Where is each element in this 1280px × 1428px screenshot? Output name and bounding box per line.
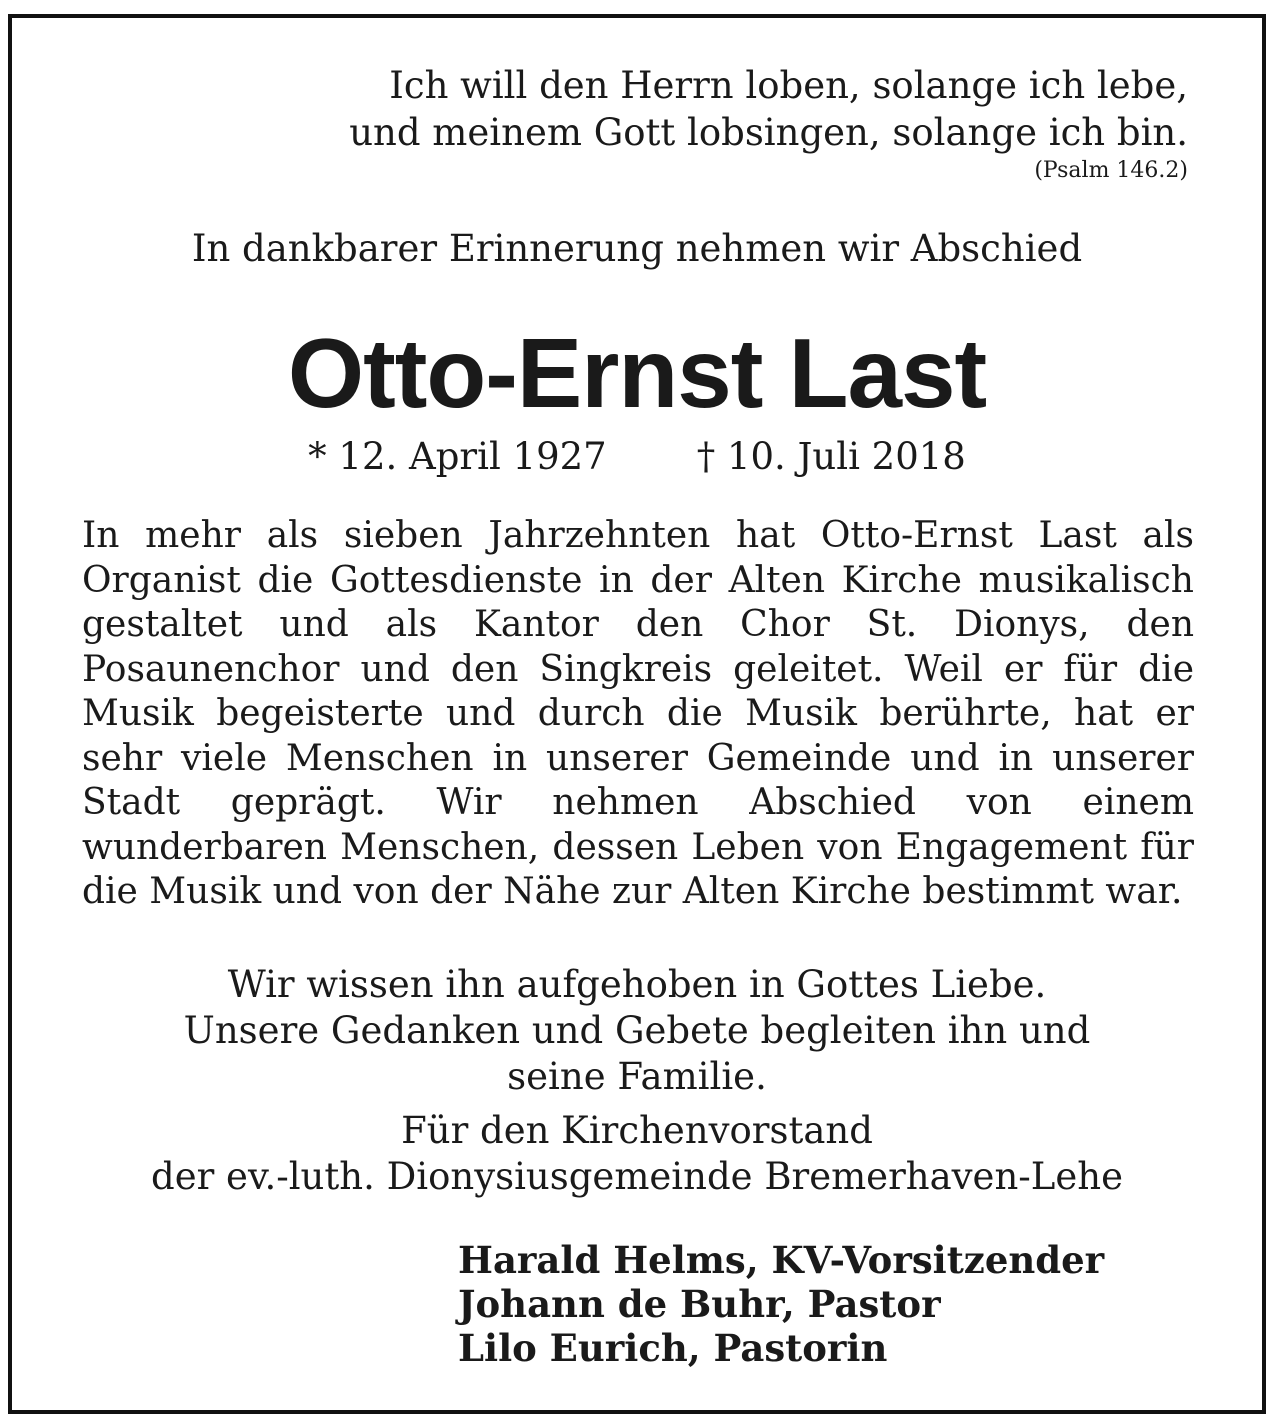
deceased-name: Otto-Ernst Last bbox=[287, 318, 987, 428]
birth-date: * 12. April 1927 bbox=[308, 435, 607, 478]
verse-line: Ich will den Herrn loben, solange ich lebe, bbox=[389, 64, 1188, 107]
faith-line: seine Familie. bbox=[507, 1055, 767, 1098]
signatories bbox=[458, 1238, 1104, 1370]
verse-reference: (Psalm 146.2) bbox=[1034, 158, 1188, 183]
verse-line: und meinem Gott lobsingen, solange ich bin. bbox=[349, 111, 1188, 154]
life-dates bbox=[12, 432, 1262, 482]
faith-line: Unsere Gedanken und Gebete begleiten ihn und bbox=[183, 1009, 1091, 1052]
signer-name: Harald Helms, KV-Vorsitzender bbox=[458, 1238, 1105, 1282]
church-board bbox=[52, 1108, 1222, 1200]
board-line: der ev.-luth. Dionysiusgemeinde Bremerhaven-Lehe bbox=[151, 1155, 1123, 1198]
signer-name: Lilo Eurich, Pastorin bbox=[458, 1326, 888, 1370]
bible-verse bbox=[349, 62, 1188, 186]
faith-statement bbox=[72, 962, 1202, 1100]
obituary-notice bbox=[8, 14, 1266, 1414]
death-date: † 10. Juli 2018 bbox=[696, 435, 966, 478]
intro-line: In dankbarer Erinnerung nehmen wir Abschied bbox=[191, 227, 1083, 270]
board-line: Für den Kirchenvorstand bbox=[401, 1109, 873, 1152]
tribute-text: In mehr als sieben Jahrzehnten hat Otto-Ernst Last als Organist die Gottesdienste in der Alten Kirche musikalisch gestaltet und als Kantor den Chor St. Dionys, den Posaunenchor und den Singkreis geleitet. Weil er für die Musik begeisterte und durch die Musik berührte, hat er sehr viele Menschen in unserer Gemeinde und in unserer Stadt geprägt. Wir nehmen Abschied von einem wunderbaren Menschen, dessen Leben von Engagement für die Musik und von der Nähe zur Alten Kirche bestimmt war. bbox=[82, 515, 1194, 912]
signer-name: Johann de Buhr, Pastor bbox=[458, 1282, 941, 1326]
faith-line: Wir wissen ihn aufgehoben in Gottes Liebe. bbox=[227, 963, 1047, 1006]
